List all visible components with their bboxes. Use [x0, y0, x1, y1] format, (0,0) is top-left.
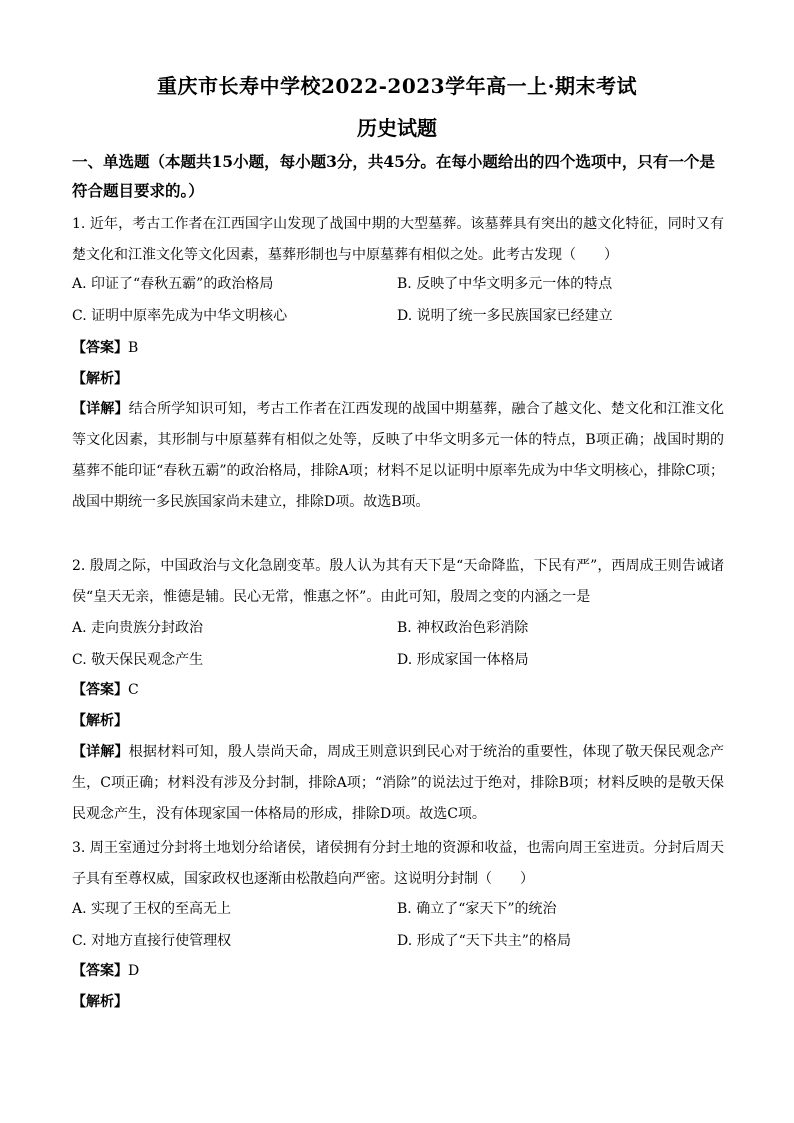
q2-option-a: A. 走向贵族分封政治	[72, 620, 204, 636]
q1-detail-label: 【详解】	[72, 401, 129, 417]
q2-answer-label: 【答案】	[72, 682, 128, 698]
q1-option-a: A. 印证了“春秋五霸”的政治格局	[72, 276, 274, 292]
q1-detail-text: 结合所学知识可知，考古工作者在江西发现的战国中期墓葬，融合了越文化、楚文化和江淮文化等文化因素，其形制与中原墓葬有相似之处等，反映了中华文明多元一体的特点，B项正确；战国时期的墓葬不能印证“春秋五霸”的政治格局，排除A项；材料不足以证明中原率先成为中华文明核心，排除C项；战国中期统一多民族国家尚未建立，排除D项。故选B项。	[72, 401, 725, 510]
question-1-stem: 1. 近年，考古工作者在江西国字山发现了战国中期的大型墓葬。该墓葬具有突出的越文化特征，同时又有楚文化和江淮文化等文化因素，墓葬形制也与中原墓葬有相似之处。此考古发现（ ）	[72, 216, 724, 263]
q2-detail-text: 根据材料可知，殷人崇尚天命，周成王则意识到民心对于统治的重要性，体现了敬天保民观念产生，C项正确；材料没有涉及分封制，排除A项；“消除”的说法过于绝对，排除B项；材料反映的是敬天保民观念产生，没有体现家国一体格局的形成，排除D项。故选C项。	[72, 744, 725, 822]
q3-option-c: C. 对地方直接行使管理权	[72, 933, 232, 949]
q2-answer	[72, 680, 139, 700]
q3-option-a: A. 实现了王权的至高无上	[72, 901, 232, 917]
q2-option-b: B. 神权政治色彩消除	[397, 620, 529, 636]
q3-option-d: D. 形成了“天下共主”的格局	[397, 933, 571, 949]
q1-option-b: B. 反映了中华文明多元一体的特点	[397, 276, 613, 292]
q1-analysis-label: 【解析】	[72, 371, 128, 387]
q2-detail	[72, 737, 724, 830]
section-heading: 一、单选题（本题共15小题，每小题3分，共45分。在每小题给出的四个选项中，只有一个是符合题目要求的。）	[72, 152, 715, 200]
q3-answer-label: 【答案】	[72, 963, 128, 979]
q2-option-c: C. 敬天保民观念产生	[72, 652, 204, 668]
page-subtitle: 历史试题	[357, 116, 437, 140]
q3-analysis-label: 【解析】	[72, 994, 128, 1010]
q3-answer-value: D	[128, 963, 140, 979]
page-title: 重庆市长寿中学校2022-2023学年高一上·期末考试	[156, 74, 638, 98]
q3-option-b: B. 确立了“家天下”的统治	[397, 901, 557, 917]
q1-answer	[72, 338, 138, 358]
q2-option-d: D. 形成家国一体格局	[397, 652, 529, 668]
question-2-stem: 2. 殷周之际，中国政治与文化急剧变革。殷人认为其有天下是“天命降监，下民有严”，西周成王则告诫诸侯“皇天无亲，惟德是辅。民心无常，惟惠之怀”。由此可知，殷周之变的内涵之一是	[72, 558, 724, 605]
q2-answer-value: C	[128, 682, 139, 698]
q2-detail-label: 【详解】	[72, 744, 129, 760]
q1-option-c: C. 证明中原率先成为中华文明核心	[72, 308, 288, 324]
q1-option-d: D. 说明了统一多民族国家已经建立	[397, 308, 613, 324]
question-3-stem: 3. 周王室通过分封将土地划分给诸侯，诸侯拥有分封土地的资源和收益，也需向周王室进贡。分封后周天子具有至尊权威，国家政权也逐渐由松散趋向严密。这说明分封制（ ）	[72, 840, 724, 887]
q3-answer	[72, 961, 139, 981]
q2-analysis-label: 【解析】	[72, 713, 128, 729]
q1-answer-value: B	[128, 340, 139, 356]
q1-answer-label: 【答案】	[72, 340, 128, 356]
q1-detail	[72, 394, 724, 518]
